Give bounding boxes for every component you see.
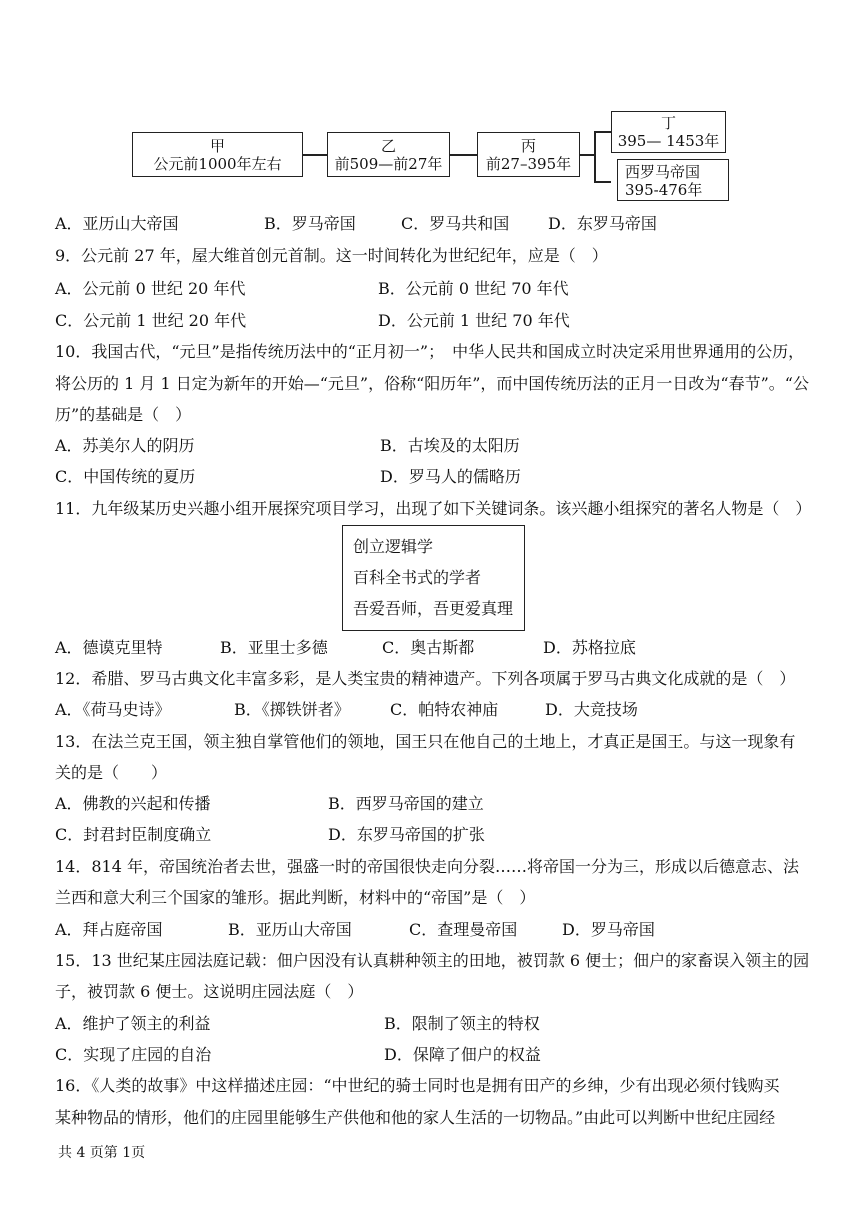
q10-option-a: A．苏美尔人的阴历 (55, 436, 195, 455)
q9-option-b: B．公元前 0 世纪 70 年代 (378, 279, 569, 298)
timeline-bracket (594, 131, 596, 182)
q13-option-a: A．佛教的兴起和传播 (55, 794, 211, 813)
q15-option-d: D．保障了佃户的权益 (384, 1045, 541, 1064)
q10-stem-line3: 历”的基础是（ ） (55, 405, 192, 424)
keyword-item: 百科全书式的学者 (353, 568, 482, 587)
q10-stem-line1: 10．我国古代，“元旦”是指传统历法中的“正月初一”； 中华人民共和国成立时决定采用世界通用的公历， (55, 342, 805, 361)
q13-stem-line2: 关的是（ ） (55, 763, 168, 782)
timeline-box-jia (132, 132, 303, 177)
timeline-date: 395— 1453年 (617, 132, 720, 150)
q14-option-d: D．罗马帝国 (562, 920, 655, 939)
q10-option-d: D．罗马人的儒略历 (380, 467, 521, 486)
timeline-box-bing (477, 132, 580, 177)
page-footer: 共 4 页第 1页 (58, 1145, 146, 1161)
timeline-connector (580, 154, 594, 156)
q10-option-c: C．中国传统的夏历 (55, 467, 196, 486)
q9-option-c: C．公元前 1 世纪 20 年代 (55, 311, 247, 330)
q14-option-b: B．亚历山大帝国 (228, 920, 352, 939)
q10-stem-line2: 将公历的 1 月 1 日定为新年的开始—“元旦”，俗称“阳历年”，而中国传统历法的正月一日改为“春节”。“公 (55, 374, 809, 393)
q10-option-b: B．古埃及的太阳历 (380, 436, 520, 455)
q12-option-c: C．帕特农神庙 (390, 700, 499, 719)
q15-option-c: C．实现了庄园的自治 (55, 1045, 212, 1064)
timeline-connector (594, 131, 611, 133)
timeline-connector (450, 154, 477, 156)
timeline-name: 丁 (660, 114, 676, 132)
q9-stem: 9．公元前 27 年，屋大维首创元首制。这一时间转化为世纪纪年，应是（ ） (55, 246, 608, 265)
q15-option-a: A．维护了领主的利益 (55, 1014, 211, 1033)
q13-option-b: B．西罗马帝国的建立 (328, 794, 484, 813)
q15-option-b: B．限制了领主的特权 (384, 1014, 540, 1033)
q8-option-b: B．罗马帝国 (264, 214, 356, 233)
timeline-connector (303, 154, 327, 156)
q16-stem-line1: 16．《人类的故事》中这样描述庄园：“中世纪的骑士同时也是拥有田产的乡绅，少有出现必须付钱购买 (55, 1076, 780, 1095)
q12-option-a: A．《荷马史诗》 (55, 700, 171, 719)
q9-option-a: A．公元前 0 世纪 20 年代 (55, 279, 246, 298)
q11-option-c: C．奥古斯都 (382, 638, 475, 657)
timeline-box-ding (611, 111, 726, 153)
q15-stem-line2: 子，被罚款 6 便士。这说明庄园法庭（ ） (55, 982, 364, 1001)
q12-stem: 12．希腊、罗马古典文化丰富多彩，是人类宝贵的精神遗产。下列各项属于罗马古典文化成就的是（ ） (55, 669, 796, 688)
q14-stem-line1: 14．814 年，帝国统治者去世，强盛一时的帝国很快走向分裂……将帝国一分为三，形成以后德意志、法 (55, 857, 799, 876)
timeline-name: 西罗马帝国 (625, 163, 701, 181)
q13-option-d: D．东罗马帝国的扩张 (328, 825, 485, 844)
keyword-item: 吾爱吾师，吾更爱真理 (353, 599, 514, 618)
q14-option-c: C．查理曼帝国 (409, 920, 518, 939)
q9-option-d: D．公元前 1 世纪 70 年代 (378, 311, 570, 330)
timeline-date: 公元前1000年左右 (153, 155, 282, 173)
q12-option-b: B．《掷铁饼者》 (234, 700, 350, 719)
q13-option-c: C．封君封臣制度确立 (55, 825, 212, 844)
keyword-box (342, 525, 525, 631)
q14-option-a: A．拜占庭帝国 (55, 920, 163, 939)
q11-option-b: B．亚里士多德 (220, 638, 328, 657)
q11-option-d: D．苏格拉底 (543, 638, 636, 657)
q13-stem-line1: 13．在法兰克王国，领主独自掌管他们的领地，国王只在他自己的土地上，才真正是国王。与这一现象有 (55, 732, 796, 751)
q15-stem-line1: 15．13 世纪某庄园法庭记载：佃户因没有认真耕种领主的田地，被罚款 6 便士；佃户的家畜误入领主的园 (55, 951, 810, 970)
timeline-name: 甲 (209, 137, 225, 155)
q8-option-d: D．东罗马帝国 (548, 214, 657, 233)
timeline-date: 395-476年 (625, 181, 703, 199)
q11-stem: 11．九年级某历史兴趣小组开展探究项目学习，出现了如下关键词条。该兴趣小组探究的著名人物是（ ） (55, 499, 812, 518)
q8-option-a: A．亚历山大帝国 (55, 214, 179, 233)
q16-stem-line2: 某种物品的情形，他们的庄园里能够生产供他和他的家人生活的一切物品。”由此可以判断中世纪庄园经 (55, 1108, 776, 1127)
timeline-date: 前27–395年 (485, 155, 572, 173)
q11-option-a: A．德谟克里特 (55, 638, 163, 657)
q14-stem-line2: 兰西和意大利三个国家的雏形。据此判断，材料中的“帝国”是（ ） (55, 888, 536, 907)
keyword-item: 创立逻辑学 (353, 537, 434, 556)
timeline-date: 前509—前27年 (334, 155, 443, 173)
timeline-name: 丙 (520, 137, 536, 155)
q12-option-d: D．大竞技场 (545, 700, 638, 719)
timeline-box-yi (327, 132, 450, 177)
q8-option-c: C．罗马共和国 (401, 214, 510, 233)
timeline-name: 乙 (380, 137, 396, 155)
timeline-box-west-rome (617, 159, 729, 201)
timeline-connector (594, 181, 611, 183)
